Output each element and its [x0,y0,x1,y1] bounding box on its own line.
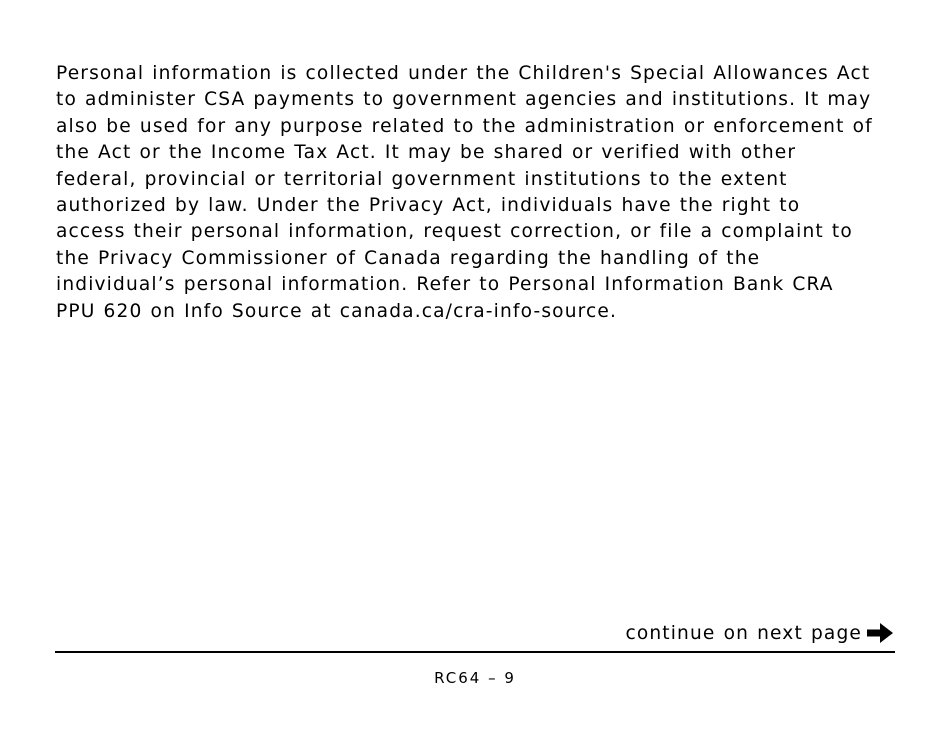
continue-indicator [625,620,894,646]
privacy-notice-paragraph [56,61,876,325]
privacy-notice-text: Personal information is collected under the Children's Special Allowances Act to administer CSA payments to government agencies and institutions. It may also be used for any purpose related to the administration or enforcement of the Act or the Income Tax Act. It may be shared or verified with other federal, provincial or territorial government institutions to the extent authorized by law. Under the Privacy Act, individuals have the right to access their personal information, request correction, or file a complaint to the Privacy Commissioner of Canada regarding the handling of the individual’s personal information. Refer to Personal Information Bank CRA PPU 620 on Info Source at [56,63,873,322]
right-arrow-icon [866,621,894,645]
footer-divider [55,651,895,653]
continue-label: continue on next page [625,622,862,644]
privacy-notice-period: . [609,300,618,322]
info-source-link[interactable]: canada.ca/cra-info-source [339,300,610,322]
page-number: RC64 – 9 [434,669,516,687]
